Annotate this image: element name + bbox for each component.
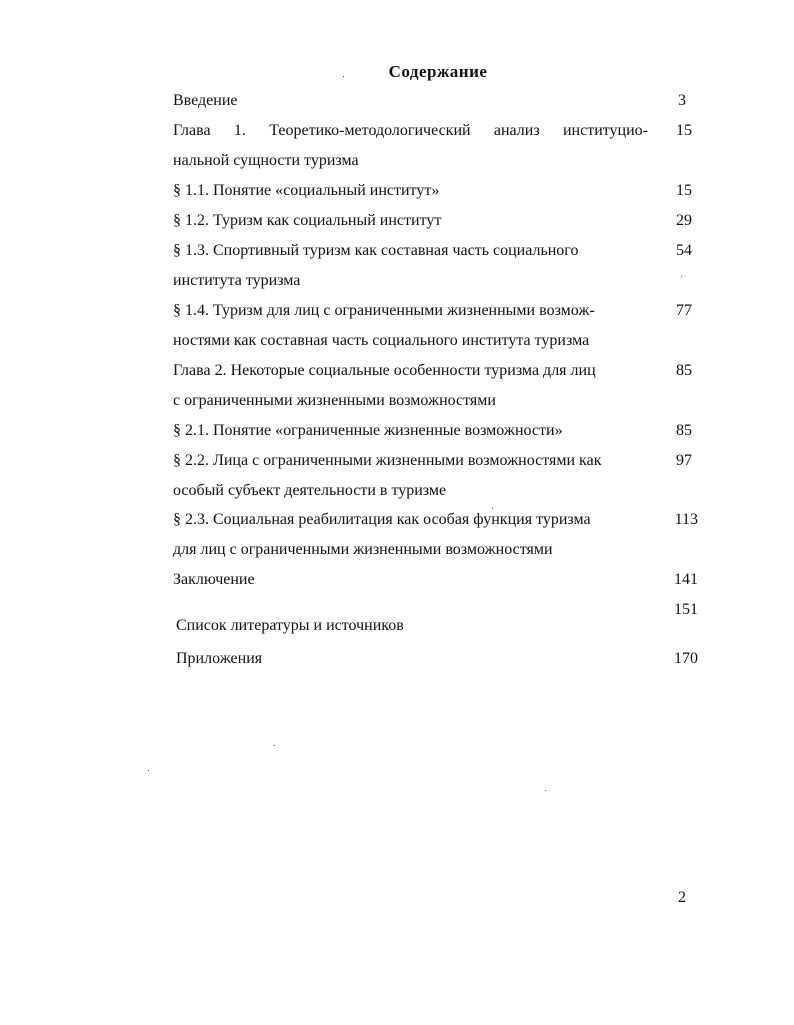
toc-page-chapter-1: 15 bbox=[676, 122, 692, 139]
toc-entry-introduction: Введение bbox=[173, 92, 238, 109]
toc-entry-section-2-2-cont: особый субъект деятельности в туризме bbox=[173, 482, 447, 499]
toc-page-appendices: 170 bbox=[674, 650, 698, 667]
toc-page-section-2-1: 85 bbox=[676, 422, 692, 439]
scan-speck bbox=[492, 508, 493, 509]
toc-page-section-1-1: 15 bbox=[676, 182, 692, 199]
toc-entry-section-2-2: § 2.2. Лица с ограниченными жизненными возможностями как bbox=[173, 452, 602, 469]
toc-entry-chapter-2-cont: с ограниченными жизненными возможностями bbox=[173, 392, 496, 409]
toc-entry-section-1-3: § 1.3. Спортивный туризм как составная часть социального bbox=[173, 242, 579, 259]
toc-page-section-1-3: 54 bbox=[676, 242, 692, 259]
toc-page-chapter-2: 85 bbox=[676, 362, 692, 379]
toc-entry-chapter-1-cont: нальной сущности туризма bbox=[173, 152, 359, 169]
toc-entry-conclusion: Заключение bbox=[173, 571, 255, 588]
scan-speck bbox=[681, 276, 682, 277]
scan-speck bbox=[148, 770, 149, 771]
toc-entry-bibliography: Список литературы и источников bbox=[176, 617, 404, 634]
toc-entry-chapter-1: Глава 1. Теоретико-методологический анализ институцио- bbox=[173, 122, 648, 139]
scan-speck bbox=[274, 745, 275, 746]
scan-speck bbox=[343, 76, 344, 77]
toc-entry-section-2-3-cont: для лиц с ограниченными жизненными возможностями bbox=[173, 541, 553, 558]
scan-speck bbox=[545, 790, 546, 791]
toc-page-section-1-2: 29 bbox=[676, 212, 692, 229]
toc-page-section-2-3: 113 bbox=[674, 511, 698, 528]
toc-entry-appendices: Приложения bbox=[176, 650, 263, 667]
toc-entry-section-2-1: § 2.1. Понятие «ограниченные жизненные возможности» bbox=[173, 422, 563, 439]
toc-page-introduction: 3 bbox=[678, 92, 686, 109]
toc-entry-section-1-1: § 1.1. Понятие «социальный институт» bbox=[173, 182, 440, 199]
page-number: 2 bbox=[678, 889, 686, 906]
toc-page-section-1-4: 77 bbox=[676, 302, 692, 319]
toc-page-section-2-2: 97 bbox=[676, 452, 692, 469]
toc-entry-section-1-4-cont: ностями как составная часть социального института туризма bbox=[173, 332, 590, 349]
page-title: Содержание bbox=[388, 62, 488, 81]
toc-entry-section-2-3: § 2.3. Социальная реабилитация как особая функция туризма bbox=[173, 511, 591, 528]
toc-entry-chapter-2: Глава 2. Некоторые социальные особенности туризма для лиц bbox=[173, 362, 596, 379]
toc-page-conclusion: 141 bbox=[674, 571, 698, 588]
toc-entry-section-1-2: § 1.2. Туризм как социальный институт bbox=[173, 212, 442, 229]
toc-entry-section-1-3-cont: института туризма bbox=[173, 272, 301, 289]
toc-entry-section-1-4: § 1.4. Туризм для лиц с ограниченными жизненными возмож- bbox=[173, 302, 595, 319]
toc-page-bibliography: 151 bbox=[674, 601, 698, 618]
